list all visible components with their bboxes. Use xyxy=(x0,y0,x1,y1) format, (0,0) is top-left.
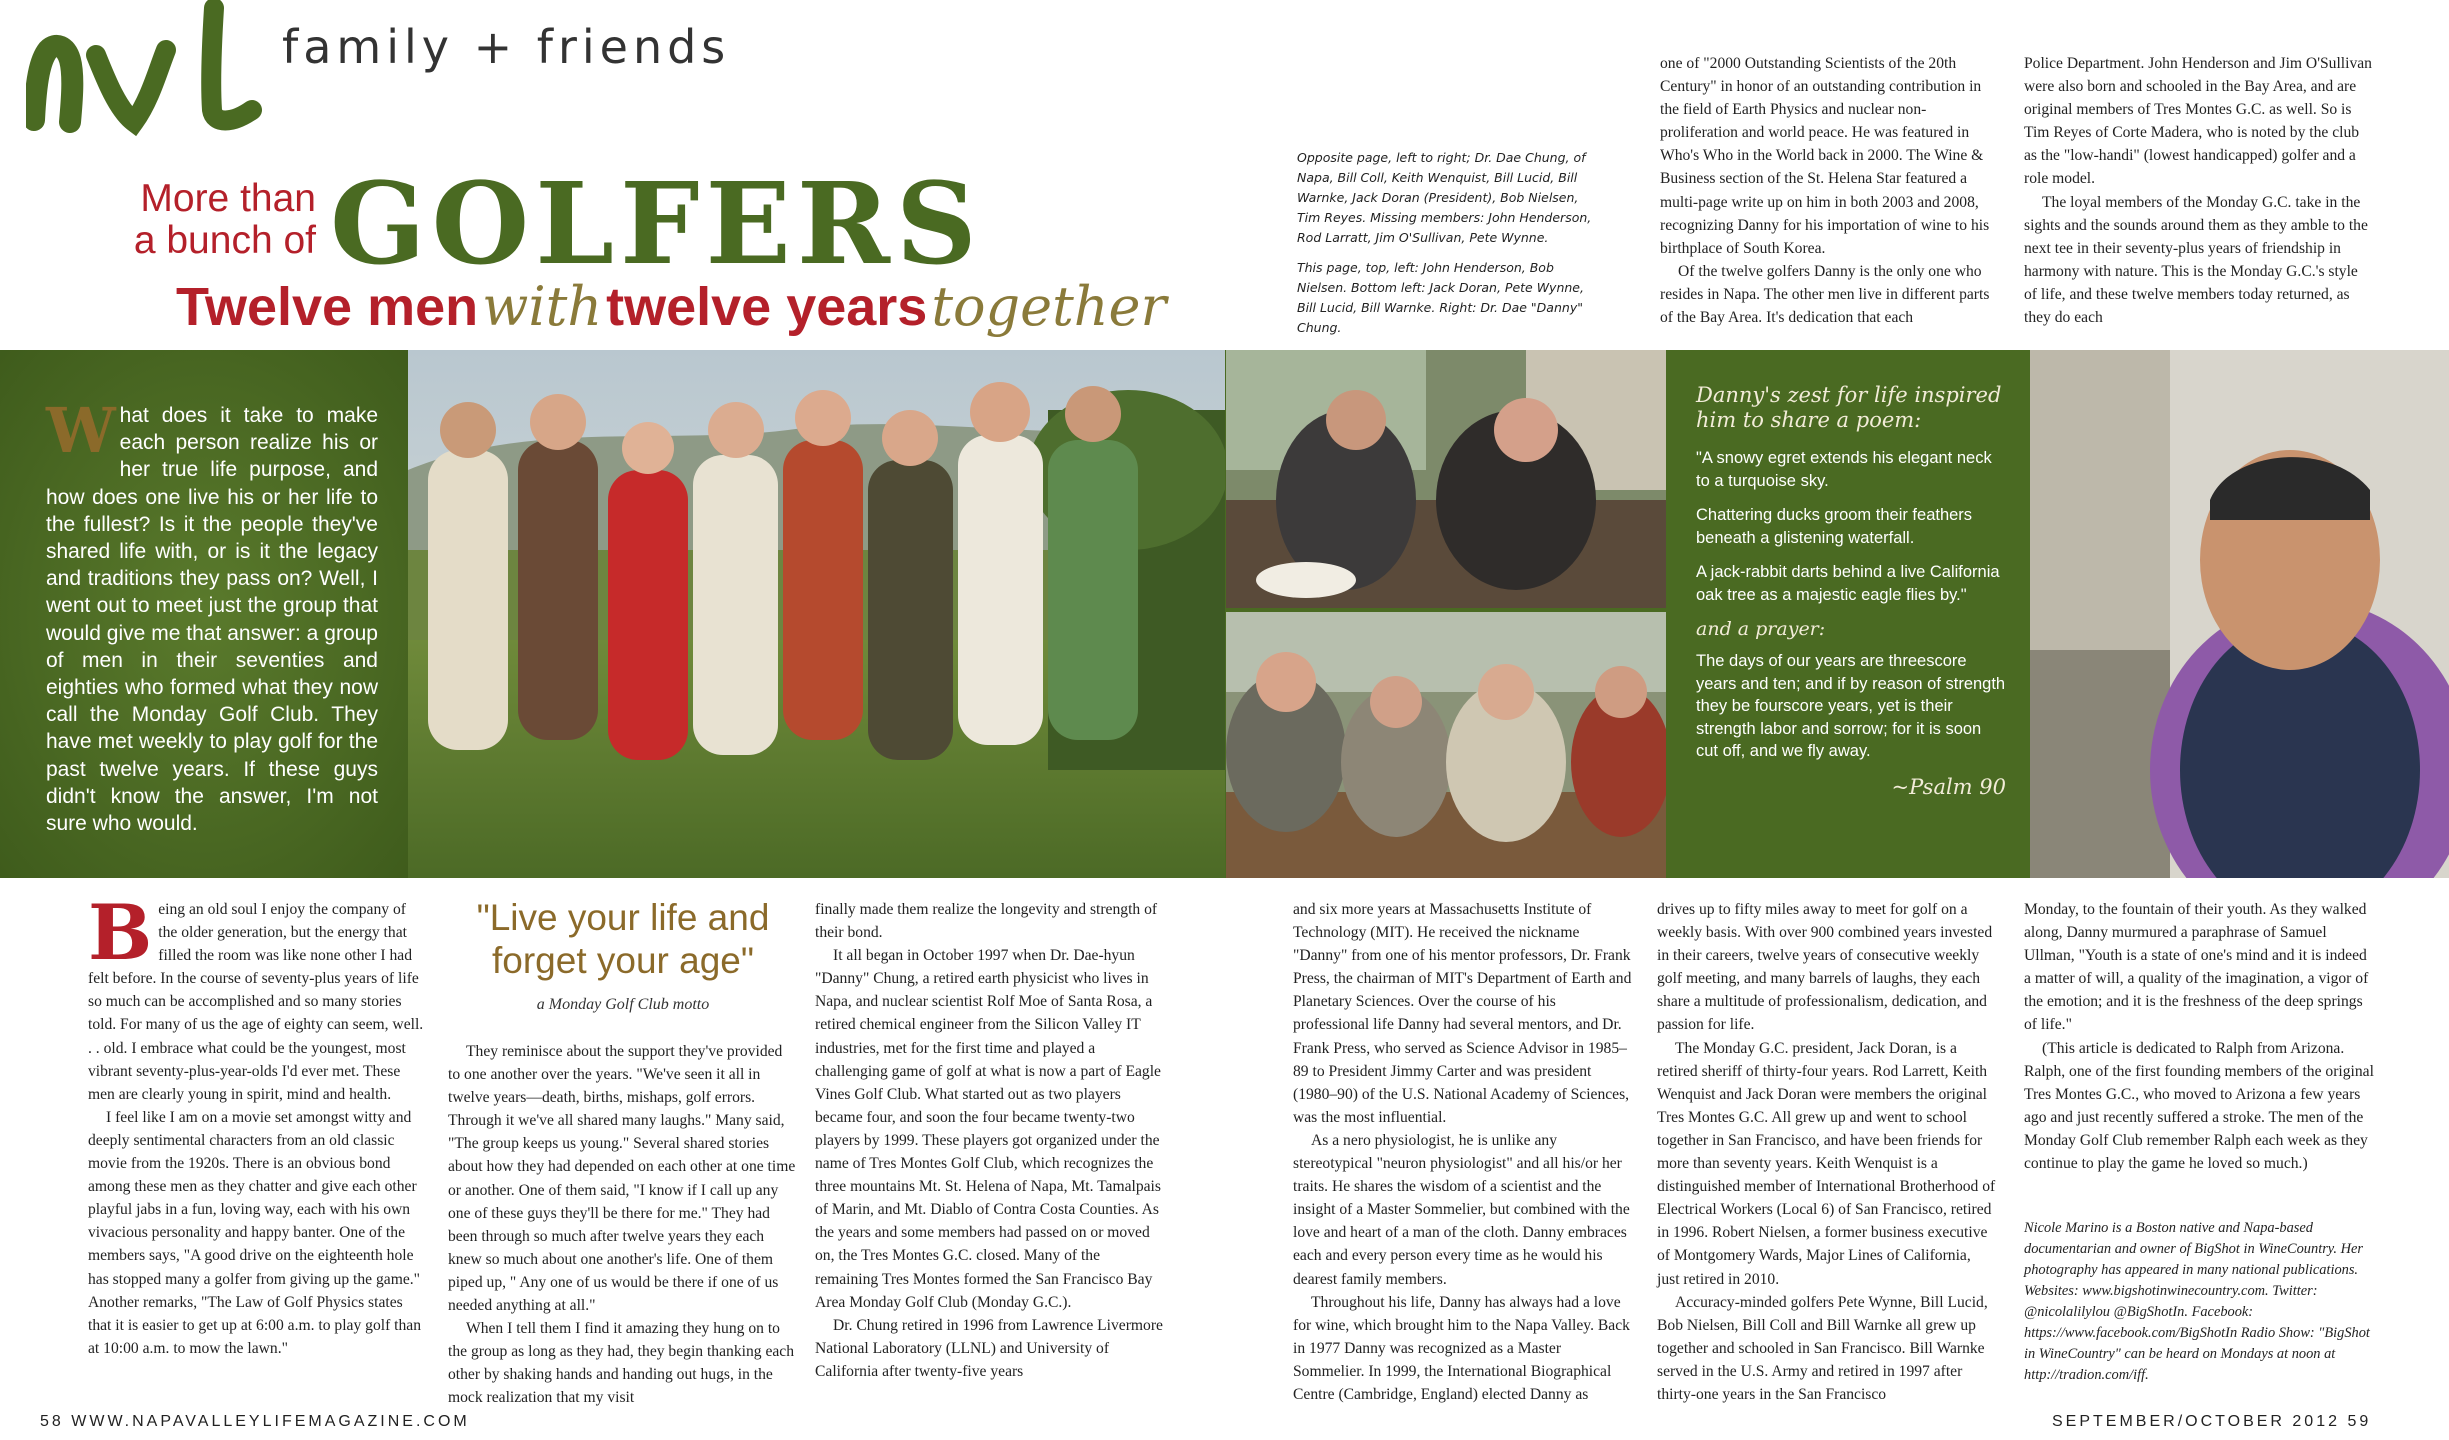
paragraph xyxy=(88,888,426,1106)
paragraph: Police Department. John Henderson and Jim O'Sullivan were also born and schooled in the Bay Area, and are original members of Tres Montes G.C. as well. So is Tim Reyes of Corte Madera, who is noted by the club as the "low-handi" (lowest handicapped) golfer and a role model. xyxy=(2024,55,2372,188)
body-column-6 xyxy=(2024,898,2374,1175)
body-column-5 xyxy=(1657,898,1997,1406)
section-title: family + friends xyxy=(282,20,731,74)
headline-prefix-line2: a bunch of xyxy=(133,219,316,262)
lunch-photo-top xyxy=(1226,350,1666,608)
pull-quote: "Live your life and forget your age" xyxy=(476,897,770,981)
paragraph: drives up to fifty miles away to meet for golf on a weekly basis. With over 900 combined years invested in their careers, twelve years of consecutive weekly golf meeting, and many barrels of laughs, they each share a multitude of professionalism, dedication, and passion for life. xyxy=(1657,901,1993,1034)
paragraph-text: eing an old soul I enjoy the company of the older generation, but the energy that filled the room was like none other I had felt before. In the course of seventy-plus years of life so much can be accomplished and so many stories told. For many of us the age of eighty can seem, well. . . old. I embrace what could be the youngest, most vibrant seventy-plus-year-olds I'd ever met. These men are clearly young in spirit, mind and health. xyxy=(88,901,424,1103)
paragraph: The Monday G.C. president, Jack Doran, is a retired sheriff of thirty-four years. Rod Larrett, Keith Wenquist and Jack Doran were members the original Tres Montes G.C. All grew up and went to school together in San Francisco, and have been friends for more than seventy years. Keith Wenquist is a distinguished member of International Brotherhood of Electrical Workers (Local 6) of San Francisco, retired in 1996. Robert Nielsen, a former business executive of Montgomery Wards, Major Lines of California, just retired in 2010. xyxy=(1657,1039,1996,1288)
paragraph: The loyal members of the Monday G.C. take in the sights and the sounds around them as they amble to the next tee in their seventy-plus years of friendship in harmony with nature. This is the Monday G.C.'s style of life, and these twelve members today returned, as they do each xyxy=(2024,193,2368,327)
top-column-a xyxy=(1660,52,2000,329)
photo-caption-this-page: This page, top, left: John Henderson, Bob Nielsen. Bottom left: Jack Doran, Pete Wynne, Bill Lucid, Bill Warnke. Right: Dr. Dae "Danny" Chung. xyxy=(1297,260,1584,335)
poem-line: Chattering ducks groom their feathers beneath a glistening waterfall. xyxy=(1696,506,1973,547)
paragraph: They reminisce about the support they've provided to one another over the years. "We've seen it all in twelve years—death, births, mishaps, golf errors. Through it we've all shared many laughs." Many said, "The group keeps us young." Several shared stories about how they had depended on each other at one time or another. One of them said, "I know if I call up any one of these guys they'll be there for me." They had been through so much after twelve years they each knew so much about one another's life. One of them piped up, " Any one of us would be there if one of us needed anything at all." xyxy=(448,1043,796,1315)
paragraph: finally made them realize the longevity and strength of their bond. xyxy=(815,901,1158,942)
body-column-4 xyxy=(1293,898,1633,1406)
headline-prefix-line1: More than xyxy=(140,177,316,220)
poem-line: "A snowy egret extends his elegant neck to a turquoise sky. xyxy=(1696,449,1992,490)
paragraph: I feel like I am on a movie set amongst witty and deeply sentimental characters from an old classic movie from the 1920s. There is an obvious bond among these men as they chatter and give each other playful jabs in a fun, loving way, each with his own vivacious personality and happy banter. One of the members says, "A good drive on the eighteenth hole has stopped many a golfer from giving up the game." Another remarks, "The Law of Golf Physics states that it is easier to get up at 6:00 a.m. to play golf than at 10:00 a.m. to mow the lawn." xyxy=(88,1108,422,1357)
subheadline xyxy=(176,275,1166,338)
paragraph: one of "2000 Outstanding Scientists of the 20th Century" in honor of an outstanding contribution in the field of Earth Physics and nuclear non-proliferation and world peace. He was featured in Who's Who in the World back in 2000. The Wine & Business section of the St. Helena Star featured a multi-page write up on him in both 2003 and 2008, recognizing Danny for his importation of wine to his birthplace of South Korea. xyxy=(1660,55,1990,257)
prayer-text: The days of our years are threescore years and ten; and if by reason of strength they be fourscore years, yet is their strength labor and sorrow; for it is soon cut off, and we fly away. xyxy=(1696,652,2006,760)
body-column-1 xyxy=(88,888,426,1360)
lunch-photo-bottom xyxy=(1226,612,1666,878)
body-column-2 xyxy=(448,1040,798,1410)
headline-prefix xyxy=(96,178,316,262)
group-photo xyxy=(408,350,1225,878)
paragraph: When I tell them I find it amazing they hung on to the group as long as they had, they begin thanking each other by shaking hands and handing out hugs, in the mock realization that my visit xyxy=(448,1320,795,1407)
body-dropcap: B xyxy=(88,888,153,977)
danny-portrait-photo xyxy=(2030,350,2449,878)
paragraph: Of the twelve golfers Danny is the only one who resides in Napa. The other men live in different parts of the Bay Area. It's dedication that each xyxy=(1660,262,1990,327)
intro-dropcap: W xyxy=(46,394,116,467)
intro-paragraph xyxy=(46,394,378,837)
subhead-part4: together xyxy=(931,275,1167,338)
photo-caption-opposite: Opposite page, left to right; Dr. Dae Chung, of Napa, Bill Coll, Keith Wenquist, Bill Lucid, Bill Warnke, Jack Doran (President), Bob Nielsen, Tim Reyes. Missing members: John Henderson, Rod Larratt, Jim O'Sullivan, Pete Wynne. xyxy=(1297,150,1592,245)
paragraph: As a nero physiologist, he is unlike any stereotypical "neuron physiologist" and all his/or her traits. He shares the wisdom of a scientist and the insight of a Master Sommelier, but combined with the love and heart of a man of the cloth. Danny embraces each and every person every time as he would his dearest family members. xyxy=(1293,1131,1630,1288)
prayer-heading: and a prayer: xyxy=(1696,618,1826,640)
headline-golfers: GOLFERS xyxy=(330,159,983,290)
nvl-logo xyxy=(26,0,276,140)
paragraph: Dr. Chung retired in 1996 from Lawrence Livermore National Laboratory (LLNL) and University of California after twenty-five years xyxy=(815,1316,1163,1380)
poem-line: A jack-rabbit darts behind a live California oak tree as a majestic eagle flies by." xyxy=(1696,563,2000,604)
paragraph: and six more years at Massachusetts Institute of Technology (MIT). He received the nickname "Danny" from one of his mentor professors, Dr. Frank Press, the chairman of MIT's Department of Earth and Planetary Sciences. Over the course of his professional life Danny had several mentors, and Dr. Frank Press, who served as Science Advisor in 1985–89 to President Jimmy Carter and was president (1980–90) of the U.S. National Academy of Sciences, was the most influential. xyxy=(1293,901,1632,1126)
folio-right: SEPTEMBER/OCTOBER 2012 59 xyxy=(2052,1413,2372,1430)
paragraph: It all began in October 1997 when Dr. Dae-hyun "Danny" Chung, a retired earth physicist who lives in Napa, and nuclear scientist Rolf Moe of Santa Rosa, a retired chemical engineer from the Silicon Valley IT industries, met for the first time and played a challenging game of golf at what is now a part of Eagle Vines Golf Club. What started out as two players became four, and soon the four became twenty-two players by 1999. These players got organized under the name of Tres Montes Golf Club, which recognizes the three mountains Mt. St. Helena of Napa, Mt. Tamalpais of Marin, and Mt. Diablo of Contra Costa Counties. As the years and some members had passed on or moved on, the Tres Montes G.C. closed. Many of the remaining Tres Montes formed the San Francisco Bay Area Monday Golf Club (Monday G.C.). xyxy=(815,947,1161,1311)
subhead-part1: Twelve men xyxy=(176,277,479,337)
paragraph: (This article is dedicated to Ralph from Arizona. Ralph, one of the first founding members of the original Tres Montes G.C., who moved to Arizona a few years ago and just recently suffered a stroke. The men of the Monday Golf Club remember Ralph each week as they continue to play the game he loved so much.) xyxy=(2024,1039,2374,1173)
poem-heading: Danny's zest for life inspired him to share a poem: xyxy=(1696,383,2002,432)
paragraph: Throughout his life, Danny has always had a love for wine, which brought him to the Napa Valley. Back in 1977 Danny was recognized as a Master Sommelier. In 1999, the International Biographical Centre (Cambridge, England) elected Danny as xyxy=(1293,1293,1630,1403)
subhead-part2: with xyxy=(482,275,603,338)
pull-quote-attribution: a Monday Golf Club motto xyxy=(536,996,710,1013)
paragraph: Accuracy-minded golfers Pete Wynne, Bill Lucid, Bob Nielsen, Bill Coll and Bill Warnke all grew up together and schooled in San Francisco. Bill Warnke served in the U.S. Army and retired in 1997 after thirty-one years in the San Francisco xyxy=(1657,1293,1988,1403)
body-column-3 xyxy=(815,898,1165,1383)
poem-box xyxy=(1696,383,2006,799)
top-column-b xyxy=(2024,52,2372,329)
intro-text: hat does it take to make each person realize his or her true life purpose, and how does one live his or her life to the fullest? Is it the people they've shared life with, or is it the legacy and traditions they pass on? Well, I went out to meet just the group that would give me that answer: a group of men in their seventies and eighties who formed what they now call the Monday Golf Club. They have met weekly to play golf for the past twelve years. If these guys didn't know the answer, I'm not sure who would. xyxy=(46,404,378,836)
folio-left: 58 WWW.NAPAVALLEYLIFEMAGAZINE.COM xyxy=(40,1413,470,1430)
paragraph: Monday, to the fountain of their youth. As they walked along, Danny murmured a paraphrase of Samuel Ullman, "Youth is a state of one's mind and it is indeed a matter of will, a quality of the imagination, a vigor of the emotion; and it is the freshness of the deep springs of life." xyxy=(2024,901,2369,1034)
author-bio: Nicole Marino is a Boston native and Napa-based documentarian and owner of BigShot in WineCountry. Her photography has appeared in many national publications. Websites: www.bigshotinwinecountry.com. Twitter: @nicolalilylou @BigShotIn. Facebook: https://www.facebook.com/BigShotIn Radio Show: "BigShot in WineCountry" can be heard on Mondays at noon at http://tradion.com/iff. xyxy=(2024,1220,2370,1383)
psalm-attribution: ~Psalm 90 xyxy=(1891,774,2006,799)
subhead-part3: twelve years xyxy=(606,277,928,337)
